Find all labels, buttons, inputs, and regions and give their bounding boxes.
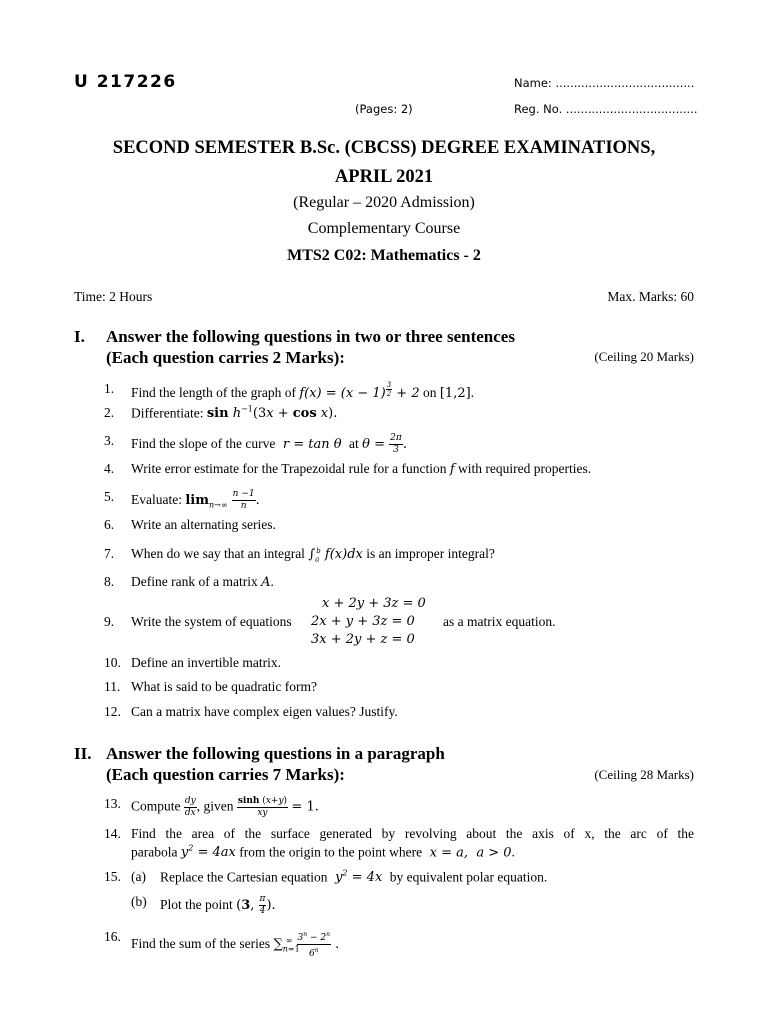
question-2 — [131, 405, 337, 421]
question-9-number: 9. — [104, 614, 115, 629]
question-15-number: 15. — [104, 869, 121, 884]
question-9-end: as a matrix equation. — [443, 614, 556, 629]
question-15b-label: (b) — [131, 894, 147, 909]
question-13-derivative: $\frac{dy}{dx}$ — [184, 796, 196, 818]
question-11-number: 11. — [104, 679, 121, 694]
section-1-ceiling: (Ceiling 20 Marks) — [594, 349, 694, 364]
pages-count: (Pages: 2) — [355, 102, 413, 116]
max-marks: Max. Marks: 60 — [607, 289, 694, 304]
question-6-number: 6. — [104, 517, 115, 532]
question-16-number: 16. — [104, 929, 121, 944]
question-5-number: 5. — [104, 489, 115, 504]
question-7-end: is an improper integral? — [366, 546, 495, 561]
question-7 — [131, 546, 495, 564]
section-1-heading: Answer the following questions in two or three sentences — [106, 327, 515, 346]
course-name: MTS2 C02: Mathematics - 2 — [287, 247, 481, 264]
exam-code: U 217226 — [74, 72, 177, 92]
section-1-subheading: (Each question carries 2 Marks): — [106, 348, 345, 367]
question-5-limit: $\lim_{n\to\infty}$ $\frac{n -1}{n}$ . — [185, 489, 260, 511]
question-13: Compute $\frac{dy}{dx}$ , given $\frac{\sinh (x+y)}{xy}$ = 1. — [131, 796, 319, 818]
section-1-numeral: I. — [74, 327, 85, 346]
question-15a: Replace the Cartesian equation $y^2 = 4x$ by equivalent polar equation. — [160, 869, 548, 886]
question-13-given: given — [203, 798, 234, 814]
exam-title: SECOND SEMESTER B.Sc. (CBCSS) DEGREE EXAMINATIONS, — [112, 138, 656, 158]
question-1-text: Find the length of the graph of — [131, 384, 296, 400]
question-14-point: x = a, a > 0 — [425, 845, 512, 861]
question-3-text: Find the slope of the curve — [131, 436, 276, 451]
question-4-end: with required properties. — [458, 461, 592, 476]
question-13-text: Compute — [131, 798, 181, 814]
course-type: Complementary Course — [307, 220, 461, 237]
question-5 — [131, 489, 260, 512]
question-2-formula: $\sin h^{-1}(3x + \cos x)$. — [206, 405, 338, 422]
question-13-expression: $\frac{\sinh (x+y)}{xy}$ — [237, 796, 288, 818]
question-10-text: Define an invertible matrix. — [131, 655, 281, 670]
question-16: Find the sum of the series $\sum_{n=1}^\infty$ $\frac{3^n - 2^n}{6^n}$ . — [131, 931, 340, 959]
question-14-line-1: Find the area of the surface generated by revolving about the axis of x, the arc of the — [131, 826, 694, 841]
question-1-formula: f(x) = (x − 1) $^{\frac{3}{2}}$ + 2 — [299, 381, 420, 401]
question-10-number: 10. — [104, 655, 121, 670]
question-14-number: 14. — [104, 826, 121, 841]
question-3 — [131, 433, 407, 456]
exam-time: Time: 2 Hours — [74, 289, 153, 304]
question-12-number: 12. — [104, 704, 121, 719]
question-1-on: on — [422, 384, 437, 400]
question-4 — [131, 461, 591, 477]
admission-line: (Regular – 2020 Admission) — [293, 194, 475, 211]
question-8-number: 8. — [104, 574, 115, 589]
question-15a-label: (a) — [131, 869, 146, 884]
question-6-text: Write an alternating series. — [131, 517, 276, 532]
question-1: Find the length of the graph of f(x) = (x − 1) $^{\frac{3}{2}}$ + 2 on [1,2]. — [131, 381, 475, 401]
exam-session: APRIL 2021 — [334, 167, 434, 187]
section-2-numeral: II. — [74, 744, 92, 763]
question-8-text: Define rank of a matrix — [131, 574, 258, 589]
question-3-angle: θ = $\frac{2\pi}{3}$ . — [362, 433, 407, 455]
question-9-equation-3: 3x + 2y + z = 0 — [311, 632, 415, 647]
section-2-heading: Answer the following questions in a paragraph — [106, 744, 445, 763]
question-14-line-2: parabola $y^2 = 4ax$ from the origin to the point where x = a, a > 0. — [131, 844, 515, 861]
question-13-number: 13. — [104, 796, 121, 811]
question-1-interval: [1,2] — [439, 385, 471, 401]
question-12-text: Can a matrix have complex eigen values? Justify. — [131, 704, 398, 719]
question-7-integral: $\int_a^b$ f(x)dx — [308, 546, 363, 564]
section-2-subheading: (Each question carries 7 Marks): — [106, 765, 345, 784]
question-15b: Plot the point (3, $\frac{\pi}{4}$ ). — [160, 894, 276, 916]
question-1-number: 1. — [104, 381, 115, 396]
question-15a-equation: $y^2 = 4x$ — [330, 869, 387, 886]
question-2-text: Differentiate: — [131, 405, 204, 421]
question-4-function: f — [449, 462, 455, 477]
question-2-number: 2. — [104, 405, 115, 420]
question-4-number: 4. — [104, 461, 115, 476]
question-9-text: Write the system of equations — [131, 614, 292, 629]
question-5-text: Evaluate: — [131, 492, 182, 507]
question-8-matrix: A — [261, 575, 271, 590]
question-7-number: 7. — [104, 546, 115, 561]
question-11-text: What is said to be quadratic form? — [131, 679, 317, 694]
question-7-text: When do we say that an integral — [131, 546, 305, 561]
question-3-at: at — [349, 436, 359, 451]
question-8: Define rank of a matrix A. — [131, 574, 274, 590]
question-9-equation-2: 2x + y + 3z = 0 — [311, 614, 415, 629]
question-4-text: Write error estimate for the Trapezoidal rule for a function — [131, 461, 447, 476]
name-field-label: Name: ...................................... — [514, 76, 695, 90]
question-9-equation-1: x + 2y + 3z = 0 — [322, 596, 426, 611]
question-3-number: 3. — [104, 433, 115, 448]
question-16-series: $\sum_{n=1}^\infty$ $\frac{3^n - 2^n}{6^n}$ . — [273, 931, 340, 959]
question-15b-point: (3, $\frac{\pi}{4}$ ). — [236, 894, 276, 916]
reg-no-field-label: Reg. No. .................................... — [514, 102, 698, 116]
section-2-ceiling: (Ceiling 28 Marks) — [594, 767, 694, 782]
question-14-parabola: $y^2 = 4ax$ — [180, 844, 236, 861]
question-3-curve: r = tan θ — [278, 437, 346, 452]
